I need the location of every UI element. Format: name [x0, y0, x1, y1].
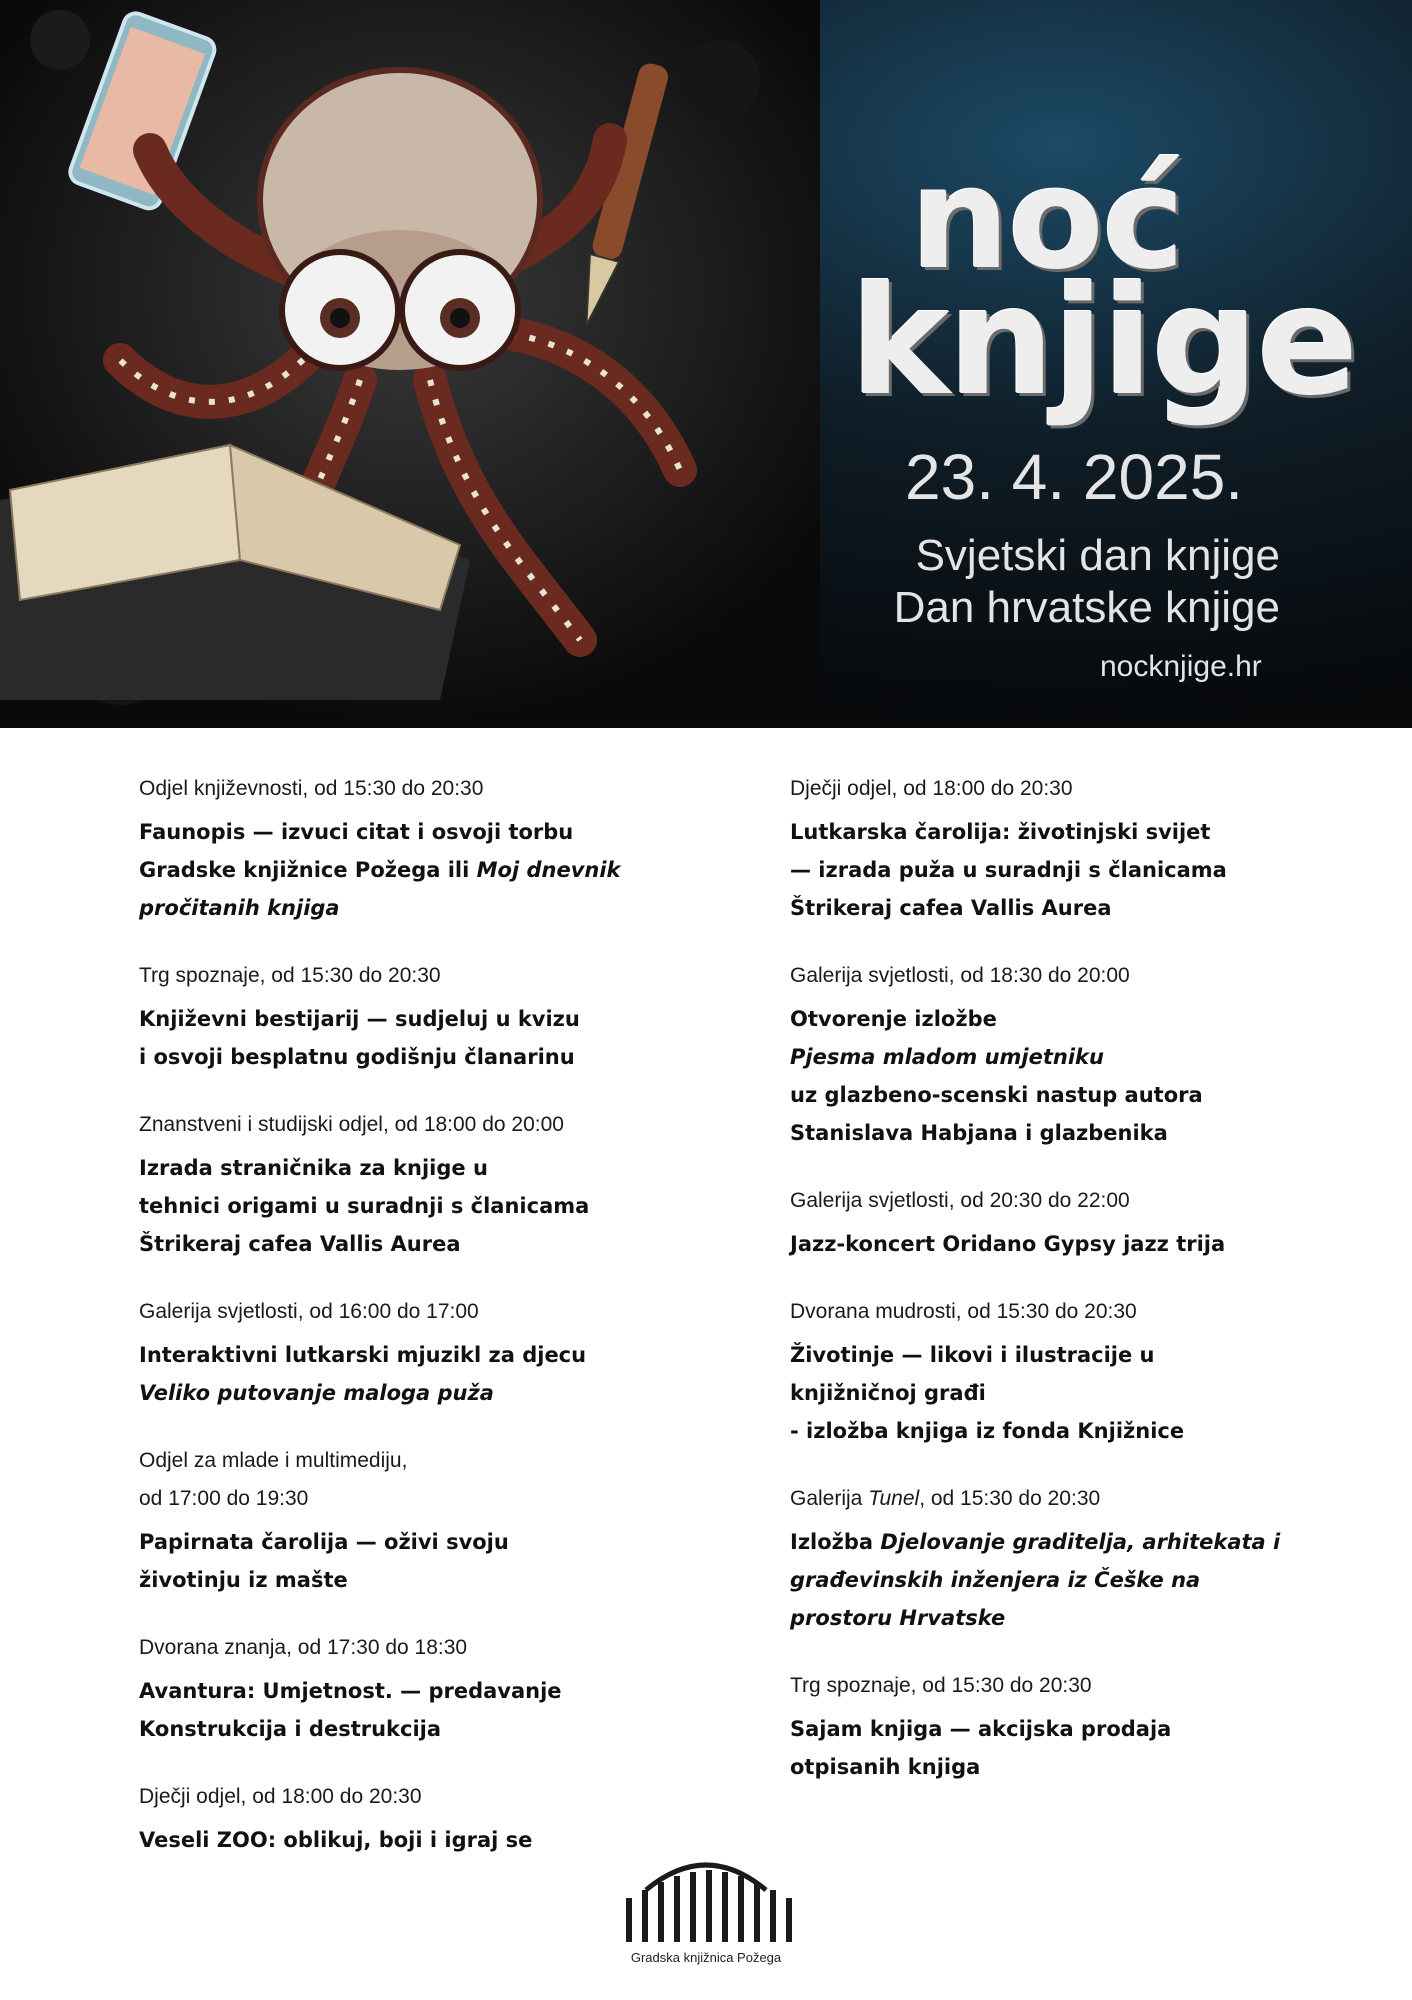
event-place: Galerija svjetlosti, od 20:30 do 22:00 — [790, 1189, 1130, 1212]
event-place: Galerija Tunel, od 15:30 do 20:30 — [790, 1487, 1101, 1510]
event-item — [790, 770, 1350, 927]
event-description — [139, 1672, 659, 1748]
event-item — [139, 1778, 659, 1859]
desc-line: Pjesma mladom umjetniku — [790, 1045, 1104, 1069]
desc-line: Izložba Djelovanje graditelja, arhitekata i — [790, 1530, 1281, 1554]
event-date: 23. 4. 2025. — [905, 441, 1244, 513]
place-line: od 17:00 do 19:30 — [139, 1487, 309, 1510]
program-right-column — [790, 770, 1350, 1786]
event-description — [790, 1336, 1350, 1450]
italic-title: Moj dnevnik — [476, 858, 621, 882]
desc-line: Avantura: Umjetnost. — predavanje — [139, 1679, 562, 1703]
italic-gallery-name: Tunel — [868, 1487, 920, 1510]
desc-line: - izložba knjiga iz fonda Knjižnice — [790, 1419, 1185, 1443]
desc-line: Štrikeraj cafea Vallis Aurea — [790, 896, 1112, 920]
desc-line: Lutkarska čarolija: životinjski svijet — [790, 820, 1211, 844]
desc-line: građevinskih inženjera iz Češke na — [790, 1568, 1201, 1592]
event-item — [139, 957, 659, 1076]
desc-line: Interaktivni lutkarski mjuzikl za djecu — [139, 1343, 587, 1367]
octopus-illustration — [0, 0, 820, 728]
event-item — [139, 1106, 659, 1263]
event-description — [139, 1000, 659, 1076]
desc-line: Književni bestijarij — sudjeluj u kvizu — [139, 1007, 580, 1031]
title-line-knjige: knjige — [850, 255, 1357, 429]
event-description — [790, 1000, 1350, 1152]
desc-line: Gradske knjižnice Požega ili Moj dnevnik — [139, 858, 621, 882]
event-item — [139, 770, 659, 927]
desc-line: pročitanih knjiga — [139, 896, 340, 920]
event-item — [139, 1629, 659, 1748]
desc-line: Konstrukcija i destrukcija — [139, 1717, 442, 1741]
event-place: Dvorana znanja, od 17:30 do 18:30 — [139, 1636, 468, 1659]
event-place: Galerija svjetlosti, od 18:30 do 20:00 — [790, 964, 1130, 987]
event-item — [139, 1442, 659, 1599]
event-description — [139, 1523, 659, 1599]
desc-line: Stanislava Habjana i glazbenika — [790, 1121, 1168, 1145]
desc-line: prostoru Hrvatske — [790, 1606, 1006, 1630]
desc-line: — izrada puža u suradnji s članicama — [790, 858, 1227, 882]
event-description — [139, 1149, 659, 1263]
event-place — [139, 1442, 659, 1518]
desc-line: Veliko putovanje maloga puža — [139, 1381, 494, 1405]
event-place: Trg spoznaje, od 15:30 do 20:30 — [139, 964, 441, 987]
event-description — [139, 1336, 659, 1412]
event-place: Dvorana mudrosti, od 15:30 do 20:30 — [790, 1300, 1137, 1323]
event-place: Znanstveni i studijski odjel, od 18:00 do 20:00 — [139, 1113, 564, 1136]
event-item — [790, 1480, 1350, 1637]
event-place: Odjel književnosti, od 15:30 do 20:30 — [139, 777, 484, 800]
title-line-noc: noć — [910, 138, 1183, 301]
event-place: Trg spoznaje, od 15:30 do 20:30 — [790, 1674, 1092, 1697]
event-title — [850, 138, 1370, 429]
desc-line: tehnici origami u suradnji s članicama — [139, 1194, 590, 1218]
event-item — [790, 1182, 1350, 1263]
desc-line: Štrikeraj cafea Vallis Aurea — [139, 1232, 461, 1256]
subtitle-line-2: Dan hrvatske knjige — [893, 583, 1280, 632]
place-line: Odjel za mlade i multimediju, — [139, 1449, 408, 1472]
program-left-column — [139, 770, 659, 1859]
desc-line: Papirnata čarolija — oživi svoju — [139, 1530, 509, 1554]
desc-line: Izrada straničnika za knjige u — [139, 1156, 488, 1180]
desc-line: Veseli ZOO: oblikuj, boji i igraj se — [139, 1828, 533, 1852]
desc-line: i osvoji besplatnu godišnju članarinu — [139, 1045, 575, 1069]
desc-line: životinju iz mašte — [139, 1568, 348, 1592]
event-description — [139, 1821, 659, 1859]
event-place: Dječji odjel, od 18:00 do 20:30 — [139, 1785, 422, 1808]
event-subtitle — [850, 530, 1280, 634]
event-description — [790, 1225, 1350, 1263]
website-url: nocknjige.hr — [1100, 650, 1262, 683]
library-logo — [600, 1850, 812, 1965]
event-description — [790, 1710, 1350, 1786]
desc-line: Jazz-koncert Oridano Gypsy jazz trija — [790, 1232, 1226, 1256]
event-description — [790, 1523, 1350, 1637]
event-place: Dječji odjel, od 18:00 do 20:30 — [790, 777, 1073, 800]
event-description — [790, 813, 1350, 927]
event-description — [139, 813, 659, 927]
subtitle-line-1: Svjetski dan knjige — [915, 531, 1280, 580]
desc-line: knjižničnoj građi — [790, 1381, 986, 1405]
library-logo-icon — [600, 1850, 812, 1946]
desc-line: uz glazbeno-scenski nastup autora — [790, 1083, 1203, 1107]
event-item — [790, 957, 1350, 1152]
desc-line: otpisanih knjiga — [790, 1755, 981, 1779]
desc-line: Otvorenje izložbe — [790, 1007, 997, 1031]
event-item — [790, 1293, 1350, 1450]
hero-banner — [0, 0, 1412, 728]
desc-line: Životinje — likovi i ilustracije u — [790, 1343, 1155, 1367]
desc-line: Faunopis — izvuci citat i osvoji torbu — [139, 820, 574, 844]
event-item — [790, 1667, 1350, 1786]
event-place: Galerija svjetlosti, od 16:00 do 17:00 — [139, 1300, 479, 1323]
desc-line: Sajam knjiga — akcijska prodaja — [790, 1717, 1172, 1741]
library-name: Gradska knjižnica Požega — [630, 1950, 782, 1965]
event-item — [139, 1293, 659, 1412]
